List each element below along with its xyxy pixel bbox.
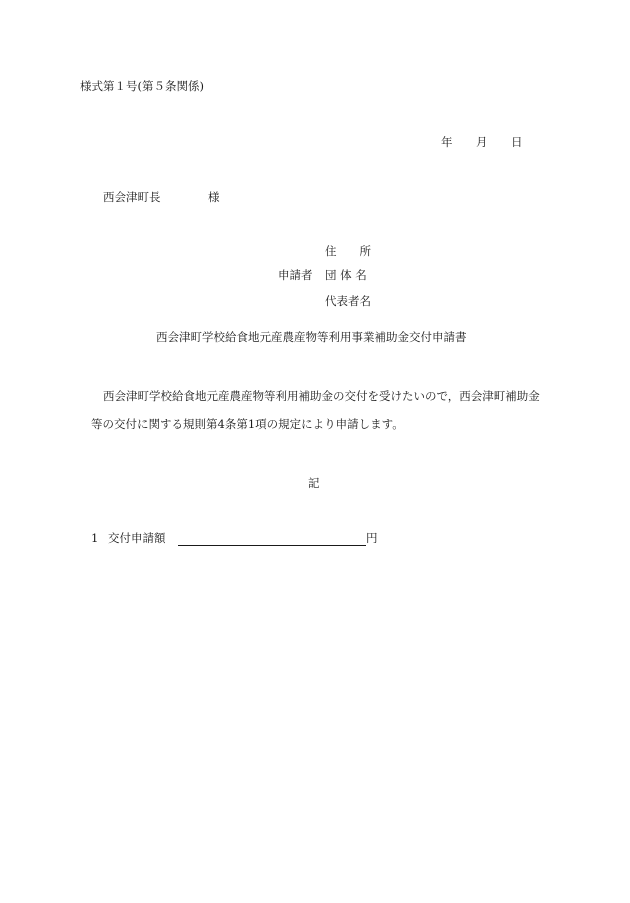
address-label: 住 所 [325,244,371,258]
group-name-label: 団 体 名 [325,268,367,282]
representative-label: 代表者名 [325,294,371,308]
date-month-label: 月 [476,135,488,149]
addressee-honorific: 様 [208,190,220,204]
body-text-line-2: 等の交付に関する規則第4条第1項の規定により申請します。 [91,417,404,431]
addressee-name: 西会津町長 [103,190,161,204]
document-title: 西会津町学校給食地元産農産物等利用事業補助金交付申請書 [156,330,467,344]
body-text-line-1: 西会津町学校給食地元産農産物等利用補助金の交付を受けたいので，西会津町補助金 [103,389,540,403]
date-year-label: 年 [441,135,453,149]
item-label: 交付申請額 [108,531,166,545]
applicant-label: 申請者 [278,268,313,282]
item-unit: 円 [366,531,378,545]
amount-underline [178,545,366,546]
ki-heading: 記 [308,476,320,490]
form-number: 様式第１号(第５条関係) [80,79,204,93]
date-day-label: 日 [511,135,523,149]
item-number: 1 [91,531,99,545]
